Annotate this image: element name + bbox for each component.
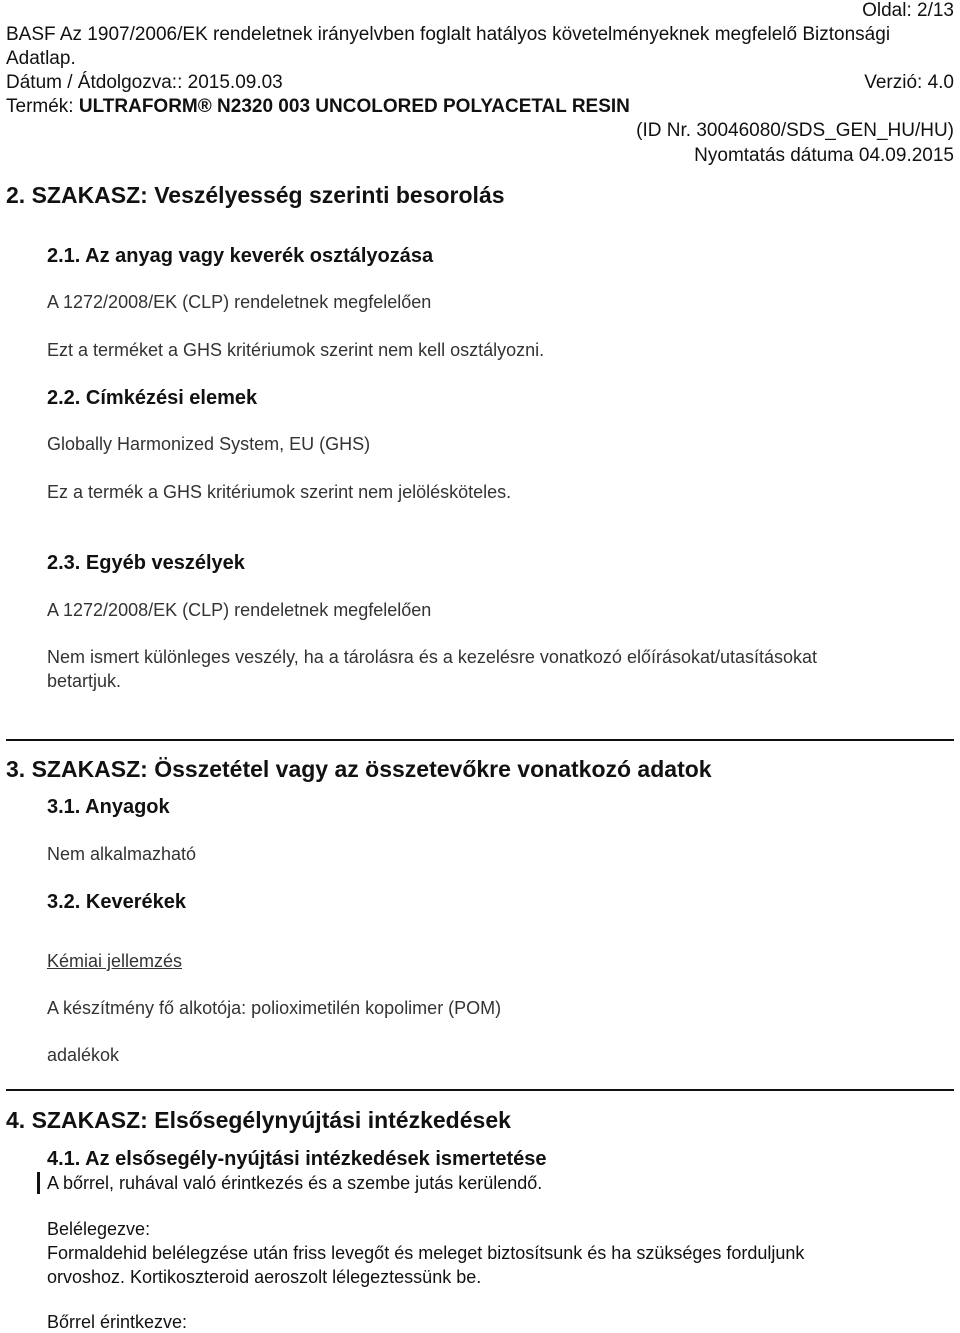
section-2-2-system: Globally Harmonized System, EU (GHS) [47, 434, 371, 454]
document-id: (ID Nr. 30046080/SDS_GEN_HU/HU) [636, 120, 954, 141]
section-3-2-title: 3.2. Keverékek [47, 891, 187, 913]
section-2-title: 2. SZAKASZ: Veszélyesség szerinti besorolás [6, 182, 505, 208]
additives: adalékok [47, 1045, 120, 1065]
page-number: Oldal: 2/13 [862, 0, 954, 21]
section-4-title: 4. SZAKASZ: Elsősegélynyújtási intézkedések [6, 1107, 511, 1133]
section-3-1-text: Nem alkalmazható [47, 844, 197, 864]
main-component: A készítmény fő alkotója: polioximetilén kopolimer (POM) [47, 998, 502, 1018]
section-2-3-title: 2.3. Egyéb veszélyek [47, 552, 245, 574]
section-3-1-title: 3.1. Anyagok [47, 796, 170, 818]
product-name: ULTRAFORM® N2320 003 UNCOLORED POLYACETAL RESIN [78, 96, 630, 117]
chemical-characterization-heading: Kémiai jellemzés [47, 951, 183, 971]
inhalation-text-line-2: orvoshoz. Kortikoszteroid aeroszolt lélegeztessünk be. [47, 1267, 482, 1287]
section-2-1-title: 2.1. Az anyag vagy keverék osztályozása [47, 245, 434, 267]
change-bar [37, 1172, 40, 1194]
version: Verzió: 4.0 [864, 72, 954, 93]
section-2-3-hazard-line-2: betartjuk. [47, 671, 122, 691]
inhalation-label: Belélegezve: [47, 1219, 151, 1239]
product-line [6, 96, 630, 118]
print-date: Nyomtatás dátuma 04.09.2015 [694, 145, 954, 166]
header-line-2: Adatlap. [6, 48, 76, 69]
section-4-1-general: A bőrrel, ruhával való érintkezés és a szembe jutás kerülendő. [47, 1173, 543, 1193]
section-divider [6, 1089, 954, 1091]
section-2-1-regulation: A 1272/2008/EK (CLP) rendeletnek megfelelően [47, 292, 432, 312]
section-2-3-hazard-line-1: Nem ismert különleges veszély, ha a tárolásra és a kezelésre vonatkozó előírásokat/utasításokat [47, 647, 818, 667]
section-4-1-title: 4.1. Az elsősegély-nyújtási intézkedések ismertetése [47, 1148, 547, 1170]
inhalation-text-line-1: Formaldehid belélegzése után friss levegőt és meleget biztosítsunk és ha szükséges forduljunk [47, 1243, 805, 1263]
header-line-1: BASF Az 1907/2006/EK rendeletnek irányelvben foglalt hatályos követelményeknek megfelelő Biztonsági [6, 24, 891, 45]
section-2-1-classification: Ezt a terméket a GHS kritériumok szerint nem kell osztályozni. [47, 340, 545, 360]
section-divider [6, 739, 954, 741]
section-2-2-title: 2.2. Címkézési elemek [47, 387, 258, 409]
product-label: Termék: [6, 96, 74, 117]
section-2-2-labeling: Ez a termék a GHS kritériumok szerint nem jelölésköteles. [47, 482, 512, 502]
revision-date: Dátum / Átdolgozva:: 2015.09.03 [6, 72, 283, 93]
section-3-title: 3. SZAKASZ: Összetétel vagy az összetevőkre vonatkozó adatok [6, 756, 712, 782]
skin-contact-label: Bőrrel érintkezve: [47, 1312, 188, 1332]
section-2-3-regulation: A 1272/2008/EK (CLP) rendeletnek megfelelően [47, 600, 432, 620]
